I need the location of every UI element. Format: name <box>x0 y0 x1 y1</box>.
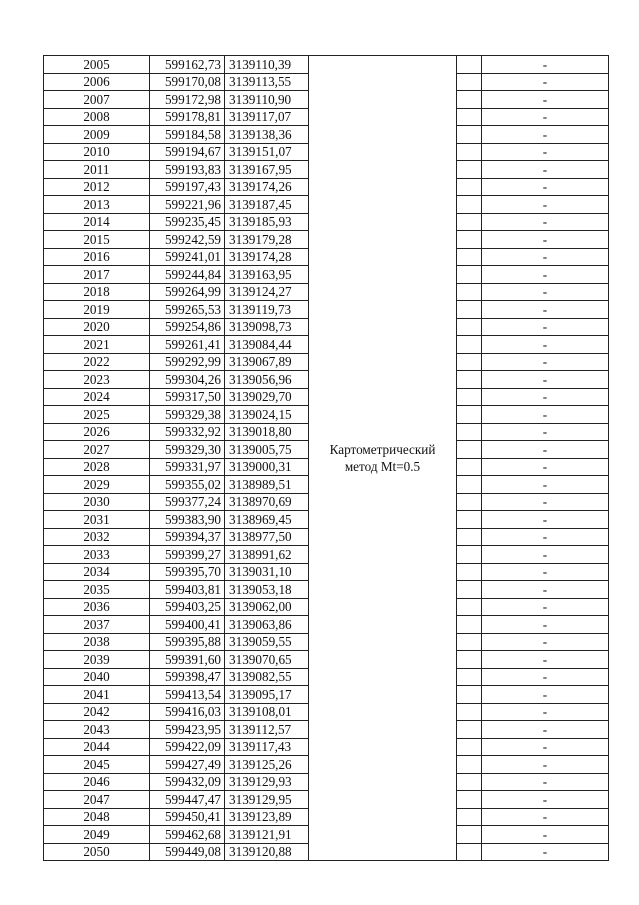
coordinate-y: 3139063,86 <box>225 616 309 634</box>
empty-cell <box>457 563 482 581</box>
point-number: 2021 <box>44 336 150 354</box>
point-number: 2016 <box>44 248 150 266</box>
point-number: 2039 <box>44 651 150 669</box>
point-number: 2049 <box>44 826 150 844</box>
empty-cell <box>457 843 482 861</box>
coordinate-x: 599395,88 <box>150 633 225 651</box>
empty-cell <box>457 826 482 844</box>
dash-cell: - <box>482 808 609 826</box>
dash-cell: - <box>482 773 609 791</box>
coordinate-x: 599304,26 <box>150 371 225 389</box>
coordinate-y: 3139067,89 <box>225 353 309 371</box>
coordinate-x: 599184,58 <box>150 126 225 144</box>
coordinate-y: 3139129,93 <box>225 773 309 791</box>
point-number: 2006 <box>44 73 150 91</box>
empty-cell <box>457 756 482 774</box>
dash-cell: - <box>482 791 609 809</box>
dash-cell: - <box>482 738 609 756</box>
point-number: 2025 <box>44 406 150 424</box>
coordinate-y: 3139124,27 <box>225 283 309 301</box>
coordinate-y: 3138991,62 <box>225 546 309 564</box>
empty-cell <box>457 406 482 424</box>
empty-cell <box>457 528 482 546</box>
empty-cell <box>457 808 482 826</box>
coordinate-y: 3139117,43 <box>225 738 309 756</box>
method-line-1: Картометрический <box>329 442 436 457</box>
empty-cell <box>457 73 482 91</box>
empty-cell <box>457 633 482 651</box>
dash-cell: - <box>482 756 609 774</box>
coordinate-y: 3138970,69 <box>225 493 309 511</box>
point-number: 2026 <box>44 423 150 441</box>
point-number: 2035 <box>44 581 150 599</box>
coordinate-x: 599193,83 <box>150 161 225 179</box>
dash-cell: - <box>482 423 609 441</box>
coordinate-y: 3139125,26 <box>225 756 309 774</box>
dash-cell: - <box>482 336 609 354</box>
empty-cell <box>457 773 482 791</box>
coordinate-y: 3139024,15 <box>225 406 309 424</box>
empty-cell <box>457 686 482 704</box>
coordinates-table <box>43 55 609 861</box>
coordinate-x: 599162,73 <box>150 56 225 74</box>
coordinate-x: 599462,68 <box>150 826 225 844</box>
dash-cell: - <box>482 248 609 266</box>
coordinate-x: 599265,53 <box>150 301 225 319</box>
empty-cell <box>457 353 482 371</box>
empty-cell <box>457 283 482 301</box>
point-number: 2027 <box>44 441 150 459</box>
coordinate-x: 599422,09 <box>150 738 225 756</box>
point-number: 2022 <box>44 353 150 371</box>
point-number: 2036 <box>44 598 150 616</box>
coordinate-x: 599292,99 <box>150 353 225 371</box>
dash-cell: - <box>482 546 609 564</box>
dash-cell: - <box>482 301 609 319</box>
dash-cell: - <box>482 196 609 214</box>
coordinate-y: 3139059,55 <box>225 633 309 651</box>
dash-cell: - <box>482 616 609 634</box>
empty-cell <box>457 196 482 214</box>
empty-cell <box>457 143 482 161</box>
dash-cell: - <box>482 476 609 494</box>
coordinate-x: 599427,49 <box>150 756 225 774</box>
dash-cell: - <box>482 91 609 109</box>
coordinate-y: 3139095,17 <box>225 686 309 704</box>
coordinate-x: 599329,30 <box>150 441 225 459</box>
coordinate-x: 599332,92 <box>150 423 225 441</box>
empty-cell <box>457 616 482 634</box>
dash-cell: - <box>482 686 609 704</box>
dash-cell: - <box>482 843 609 861</box>
coordinate-y: 3139062,00 <box>225 598 309 616</box>
dash-cell: - <box>482 161 609 179</box>
point-number: 2037 <box>44 616 150 634</box>
coordinate-x: 599432,09 <box>150 773 225 791</box>
coordinate-y: 3138989,51 <box>225 476 309 494</box>
coordinate-x: 599235,45 <box>150 213 225 231</box>
dash-cell: - <box>482 213 609 231</box>
point-number: 2031 <box>44 511 150 529</box>
table-row <box>44 56 609 74</box>
dash-cell: - <box>482 703 609 721</box>
coordinate-y: 3139117,07 <box>225 108 309 126</box>
empty-cell <box>457 56 482 74</box>
coordinate-x: 599329,38 <box>150 406 225 424</box>
coordinate-y: 3139179,28 <box>225 231 309 249</box>
empty-cell <box>457 441 482 459</box>
coordinate-x: 599398,47 <box>150 668 225 686</box>
point-number: 2011 <box>44 161 150 179</box>
dash-cell: - <box>482 56 609 74</box>
coordinate-y: 3139138,36 <box>225 126 309 144</box>
coordinate-y: 3139119,73 <box>225 301 309 319</box>
point-number: 2045 <box>44 756 150 774</box>
point-number: 2007 <box>44 91 150 109</box>
point-number: 2044 <box>44 738 150 756</box>
empty-cell <box>457 738 482 756</box>
empty-cell <box>457 493 482 511</box>
dash-cell: - <box>482 826 609 844</box>
coordinate-x: 599254,86 <box>150 318 225 336</box>
coordinate-y: 3139000,31 <box>225 458 309 476</box>
coordinate-x: 599423,95 <box>150 721 225 739</box>
dash-cell: - <box>482 266 609 284</box>
coordinate-x: 599416,03 <box>150 703 225 721</box>
point-number: 2046 <box>44 773 150 791</box>
coordinate-y: 3139123,89 <box>225 808 309 826</box>
point-number: 2012 <box>44 178 150 196</box>
coordinate-x: 599400,41 <box>150 616 225 634</box>
coordinate-x: 599413,54 <box>150 686 225 704</box>
empty-cell <box>457 248 482 266</box>
dash-cell: - <box>482 353 609 371</box>
coordinate-x: 599264,99 <box>150 283 225 301</box>
coordinate-x: 599383,90 <box>150 511 225 529</box>
coordinate-y: 3139112,57 <box>225 721 309 739</box>
point-number: 2034 <box>44 563 150 581</box>
empty-cell <box>457 126 482 144</box>
coordinate-y: 3139121,91 <box>225 826 309 844</box>
empty-cell <box>457 546 482 564</box>
dash-cell: - <box>482 633 609 651</box>
coordinate-x: 599242,59 <box>150 231 225 249</box>
dash-cell: - <box>482 318 609 336</box>
empty-cell <box>457 721 482 739</box>
empty-cell <box>457 301 482 319</box>
point-number: 2013 <box>44 196 150 214</box>
point-number: 2017 <box>44 266 150 284</box>
coordinate-x: 599447,47 <box>150 791 225 809</box>
dash-cell: - <box>482 598 609 616</box>
coordinate-y: 3139185,93 <box>225 213 309 231</box>
dash-cell: - <box>482 143 609 161</box>
coordinate-x: 599317,50 <box>150 388 225 406</box>
point-number: 2023 <box>44 371 150 389</box>
point-number: 2010 <box>44 143 150 161</box>
coordinate-y: 3139018,80 <box>225 423 309 441</box>
empty-cell <box>457 213 482 231</box>
point-number: 2020 <box>44 318 150 336</box>
dash-cell: - <box>482 721 609 739</box>
empty-cell <box>457 371 482 389</box>
point-number: 2038 <box>44 633 150 651</box>
dash-cell: - <box>482 581 609 599</box>
empty-cell <box>457 791 482 809</box>
coordinate-y: 3139084,44 <box>225 336 309 354</box>
point-number: 2009 <box>44 126 150 144</box>
coordinate-x: 599391,60 <box>150 651 225 669</box>
point-number: 2047 <box>44 791 150 809</box>
coordinate-y: 3138969,45 <box>225 511 309 529</box>
coordinate-x: 599449,08 <box>150 843 225 861</box>
coordinate-y: 3139031,10 <box>225 563 309 581</box>
coordinate-x: 599355,02 <box>150 476 225 494</box>
empty-cell <box>457 231 482 249</box>
point-number: 2008 <box>44 108 150 126</box>
empty-cell <box>457 581 482 599</box>
point-number: 2040 <box>44 668 150 686</box>
coordinate-x: 599395,70 <box>150 563 225 581</box>
point-number: 2024 <box>44 388 150 406</box>
coordinate-y: 3139005,75 <box>225 441 309 459</box>
coordinate-y: 3139082,55 <box>225 668 309 686</box>
dash-cell: - <box>482 563 609 581</box>
coordinate-y: 3139110,90 <box>225 91 309 109</box>
coordinate-y: 3139029,70 <box>225 388 309 406</box>
empty-cell <box>457 108 482 126</box>
method-cell <box>309 56 457 861</box>
dash-cell: - <box>482 511 609 529</box>
point-number: 2030 <box>44 493 150 511</box>
point-number: 2015 <box>44 231 150 249</box>
coordinate-y: 3139113,55 <box>225 73 309 91</box>
dash-cell: - <box>482 528 609 546</box>
coordinate-y: 3139163,95 <box>225 266 309 284</box>
coordinate-y: 3139151,07 <box>225 143 309 161</box>
point-number: 2050 <box>44 843 150 861</box>
coordinate-y: 3139174,28 <box>225 248 309 266</box>
empty-cell <box>457 668 482 686</box>
point-number: 2048 <box>44 808 150 826</box>
coordinate-x: 599403,81 <box>150 581 225 599</box>
coordinate-x: 599331,97 <box>150 458 225 476</box>
coordinate-x: 599450,41 <box>150 808 225 826</box>
empty-cell <box>457 423 482 441</box>
coordinate-y: 3139167,95 <box>225 161 309 179</box>
empty-cell <box>457 388 482 406</box>
coordinate-y: 3139174,26 <box>225 178 309 196</box>
coordinate-y: 3139098,73 <box>225 318 309 336</box>
empty-cell <box>457 318 482 336</box>
coordinate-y: 3139056,96 <box>225 371 309 389</box>
dash-cell: - <box>482 493 609 511</box>
point-number: 2014 <box>44 213 150 231</box>
coordinate-x: 599221,96 <box>150 196 225 214</box>
dash-cell: - <box>482 126 609 144</box>
coordinate-y: 3139053,18 <box>225 581 309 599</box>
empty-cell <box>457 91 482 109</box>
point-number: 2019 <box>44 301 150 319</box>
empty-cell <box>457 266 482 284</box>
coordinate-x: 599403,25 <box>150 598 225 616</box>
empty-cell <box>457 651 482 669</box>
empty-cell <box>457 336 482 354</box>
empty-cell <box>457 703 482 721</box>
dash-cell: - <box>482 283 609 301</box>
dash-cell: - <box>482 441 609 459</box>
point-number: 2041 <box>44 686 150 704</box>
empty-cell <box>457 598 482 616</box>
point-number: 2028 <box>44 458 150 476</box>
coordinate-x: 599261,41 <box>150 336 225 354</box>
coordinate-x: 599178,81 <box>150 108 225 126</box>
coordinate-y: 3139129,95 <box>225 791 309 809</box>
coordinate-x: 599244,84 <box>150 266 225 284</box>
coordinate-x: 599241,01 <box>150 248 225 266</box>
point-number: 2043 <box>44 721 150 739</box>
coordinate-x: 599377,24 <box>150 493 225 511</box>
dash-cell: - <box>482 231 609 249</box>
dash-cell: - <box>482 108 609 126</box>
coordinate-y: 3139110,39 <box>225 56 309 74</box>
empty-cell <box>457 458 482 476</box>
dash-cell: - <box>482 458 609 476</box>
dash-cell: - <box>482 73 609 91</box>
point-number: 2005 <box>44 56 150 74</box>
empty-cell <box>457 161 482 179</box>
coordinate-x: 599394,37 <box>150 528 225 546</box>
dash-cell: - <box>482 406 609 424</box>
coordinate-y: 3139120,88 <box>225 843 309 861</box>
dash-cell: - <box>482 668 609 686</box>
coordinate-y: 3139108,01 <box>225 703 309 721</box>
coordinate-y: 3139187,45 <box>225 196 309 214</box>
coordinate-x: 599194,67 <box>150 143 225 161</box>
point-number: 2018 <box>44 283 150 301</box>
dash-cell: - <box>482 388 609 406</box>
coordinate-x: 599170,08 <box>150 73 225 91</box>
point-number: 2033 <box>44 546 150 564</box>
method-line-2: метод Mt=0.5 <box>344 459 421 474</box>
coordinate-y: 3139070,65 <box>225 651 309 669</box>
dash-cell: - <box>482 371 609 389</box>
dash-cell: - <box>482 178 609 196</box>
point-number: 2029 <box>44 476 150 494</box>
dash-cell: - <box>482 651 609 669</box>
coordinate-x: 599197,43 <box>150 178 225 196</box>
coordinate-x: 599399,27 <box>150 546 225 564</box>
point-number: 2042 <box>44 703 150 721</box>
empty-cell <box>457 511 482 529</box>
empty-cell <box>457 476 482 494</box>
empty-cell <box>457 178 482 196</box>
coordinate-y: 3138977,50 <box>225 528 309 546</box>
point-number: 2032 <box>44 528 150 546</box>
table-body <box>44 56 609 861</box>
coordinate-x: 599172,98 <box>150 91 225 109</box>
